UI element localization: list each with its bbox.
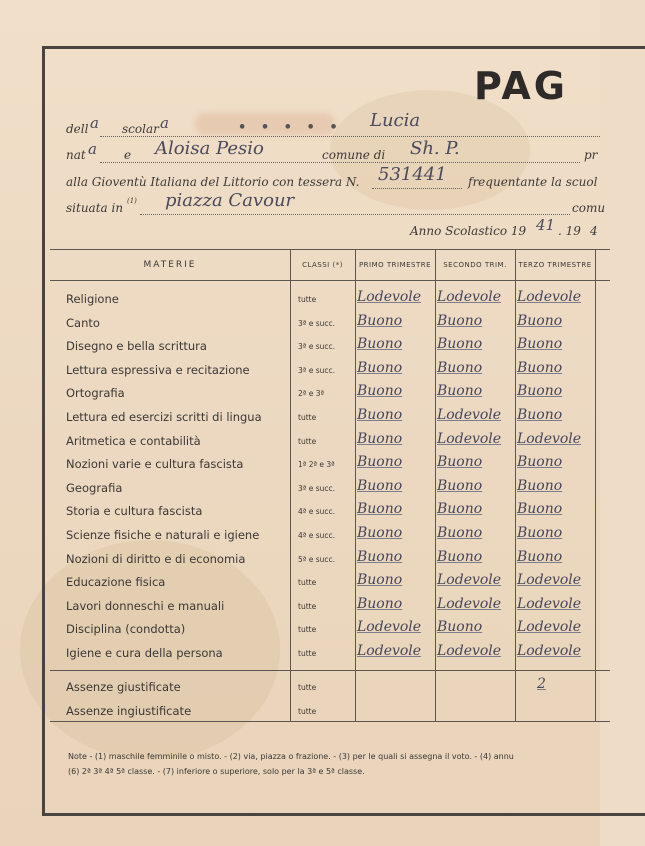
grade-t2: Lodevole [437, 572, 502, 589]
subject-label: Disciplina (condotta) [66, 622, 186, 637]
grade-t1: Buono [357, 336, 403, 353]
grade-t2: Lodevole [437, 289, 502, 305]
subject-label: Lettura espressiva e recitazione [66, 362, 250, 377]
anno-start: 41 [536, 216, 556, 234]
table-column-divider [355, 250, 356, 721]
grade-t2: Buono [437, 336, 483, 353]
grade-t1: Buono [357, 359, 403, 376]
classes-label: 2ª e 3ª [298, 389, 324, 399]
grade-t3: Buono [517, 312, 563, 329]
grade-t3: Buono [517, 336, 563, 353]
classes-label: tutte [298, 295, 317, 304]
table-column-divider [435, 250, 436, 721]
absence-classes: tutte [298, 682, 317, 692]
grade-t2: Lodevole [437, 407, 502, 423]
grade-t2: Buono [437, 383, 483, 400]
grade-t3: Buono [517, 383, 563, 400]
absence-label: Assenze ingiustificate [66, 703, 192, 718]
subject-label: Religione [66, 292, 119, 306]
subject-label: Lavori donneschi e manuali [66, 598, 225, 613]
grade-t2: Lodevole [437, 430, 502, 447]
subject-label: Geografia [66, 480, 123, 495]
field-line [100, 162, 580, 163]
grade-t1: Buono [357, 501, 403, 518]
comu-label: comu [572, 201, 606, 215]
field-line [100, 136, 600, 137]
nat-hand: a [88, 140, 97, 158]
prov-label: pr [584, 148, 598, 162]
grade-t3: Buono [517, 407, 563, 423]
absence-label: Assenze giustificate [66, 679, 181, 694]
subject-label: Scienze fisiche e naturali e igiene [66, 528, 260, 542]
classes-label: 5ª e succ. [298, 554, 335, 564]
grade-t3: Lodevole [517, 572, 582, 589]
grade-t3: Lodevole [517, 643, 582, 659]
classes-label: 3ª e succ. [298, 342, 335, 352]
table-column-divider [290, 250, 291, 721]
subject-label: Canto [66, 315, 100, 330]
header-terzo: TERZO TRIMESTRE [518, 261, 592, 269]
grade-t3: Buono [517, 501, 563, 518]
situata-label: situata in [66, 201, 124, 215]
grade-t3: Buono [517, 548, 563, 565]
page-title: PAG [474, 64, 568, 108]
classes-label: tutte [298, 413, 317, 422]
header-primo: PRIMO TRIMESTRE [358, 261, 432, 269]
grade-t3: Lodevole [517, 430, 582, 447]
grade-t3: Buono [517, 525, 563, 541]
comune-hand: Sh. P. [410, 138, 460, 159]
situata-note: (1) [127, 197, 137, 205]
grade-t1: Buono [357, 572, 403, 589]
dell-label: dell [66, 122, 89, 136]
grade-t1: Buono [357, 454, 403, 471]
grade-t1: Buono [357, 525, 403, 541]
grade-t1: Buono [357, 383, 403, 400]
grade-t2: Buono [437, 454, 483, 471]
header-classi: CLASSI (*) [302, 261, 343, 269]
scolar-label: scolar [122, 122, 159, 136]
grade-t2: Lodevole [437, 595, 502, 612]
grade-t2: Buono [437, 501, 483, 518]
absence-t3: 2 [537, 675, 546, 692]
grade-t1: Buono [357, 312, 403, 329]
grade-t1: Buono [357, 595, 403, 612]
grade-t3: Buono [517, 477, 563, 494]
grade-t1: Buono [357, 430, 403, 447]
grade-t3: Lodevole [517, 289, 582, 305]
grade-t2: Buono [437, 525, 483, 541]
classes-label: tutte [298, 601, 317, 611]
grade-t2: Buono [437, 548, 483, 565]
grade-t3: Lodevole [517, 595, 582, 612]
grade-t1: Lodevole [357, 289, 422, 305]
gil-label: alla Gioventù Italiana del Littorio con tessera N. [66, 175, 360, 189]
classes-label: tutte [298, 625, 317, 635]
grade-t3: Buono [517, 454, 563, 471]
subject-label: Storia e cultura fascista [66, 504, 203, 519]
birth-hand: Aloisa Pesio [155, 138, 264, 159]
redaction-dots: • • • • • [238, 120, 343, 135]
subject-label: Ortografia [66, 386, 125, 401]
school-address: piazza Cavour [165, 190, 295, 211]
classes-label: 3ª e succ. [298, 318, 335, 328]
grade-t1: Lodevole [357, 619, 422, 636]
header-secondo: SECONDO TRIM. [443, 261, 507, 269]
classes-label: 1ª 2ª e 3ª [298, 460, 335, 470]
subject-label: Nozioni di diritto e di economia [66, 551, 246, 566]
e-label: e [124, 148, 132, 162]
anno-label: Anno Scolastico 19 [410, 224, 527, 238]
comune-label: comune di [322, 148, 386, 162]
tessera-number: 531441 [378, 164, 447, 185]
table-column-divider [515, 250, 516, 721]
anno-end: 4 [590, 224, 598, 238]
notes-line-1: Note - (1) maschile femminile o misto. - (2) via, piazza o frazione. - (3) per le quali si assegna il voto. - (4) annu [68, 752, 514, 761]
scolar-hand: a [160, 114, 169, 132]
notes-line-2: (6) 2ª 3ª 4ª 5ª classe. - (7) inferiore o superiore, solo per la 3ª e 5ª classe. [68, 767, 365, 776]
subject-label: Igiene e cura della persona [66, 646, 223, 660]
subject-label: Educazione fisica [66, 575, 166, 590]
student-name: Lucia [370, 110, 421, 131]
classes-label: tutte [298, 649, 317, 658]
grade-t1: Buono [357, 477, 403, 494]
grade-t1: Buono [357, 548, 403, 565]
classes-label: 4ª e succ. [298, 531, 335, 540]
classes-label: 4ª e succ. [298, 507, 335, 517]
grade-t2: Buono [437, 359, 483, 376]
classes-label: tutte [298, 436, 317, 446]
subject-label: Nozioni varie e cultura fascista [66, 457, 244, 472]
subject-label: Lettura ed esercizi scritti di lingua [66, 410, 262, 424]
classes-label: 3ª e succ. [298, 365, 335, 375]
anno-sep: . 19 [558, 224, 581, 238]
nat-label: nat [66, 148, 86, 162]
table-column-divider [595, 250, 596, 721]
grades-table [50, 249, 610, 722]
grade-t2: Buono [437, 619, 483, 636]
header-materie: MATERIE [143, 260, 197, 270]
subject-label: Aritmetica e contabilità [66, 433, 201, 448]
field-line [372, 188, 462, 189]
dell-hand: a [90, 114, 99, 132]
header-divider [50, 280, 610, 281]
absence-classes: tutte [298, 706, 317, 716]
classes-label: 3ª e succ. [298, 483, 335, 493]
grade-t3: Buono [517, 359, 563, 376]
freq-label: frequentante la scuol [468, 175, 598, 189]
grade-t1: Lodevole [357, 643, 422, 659]
field-line [140, 214, 570, 215]
classes-label: tutte [298, 578, 317, 588]
grade-t2: Buono [437, 312, 483, 329]
grade-t1: Buono [357, 407, 403, 423]
grade-t3: Lodevole [517, 619, 582, 636]
grade-t2: Lodevole [437, 643, 502, 659]
grade-t2: Buono [437, 477, 483, 494]
absences-divider [50, 670, 610, 671]
subject-label: Disegno e bella scrittura [66, 339, 207, 354]
